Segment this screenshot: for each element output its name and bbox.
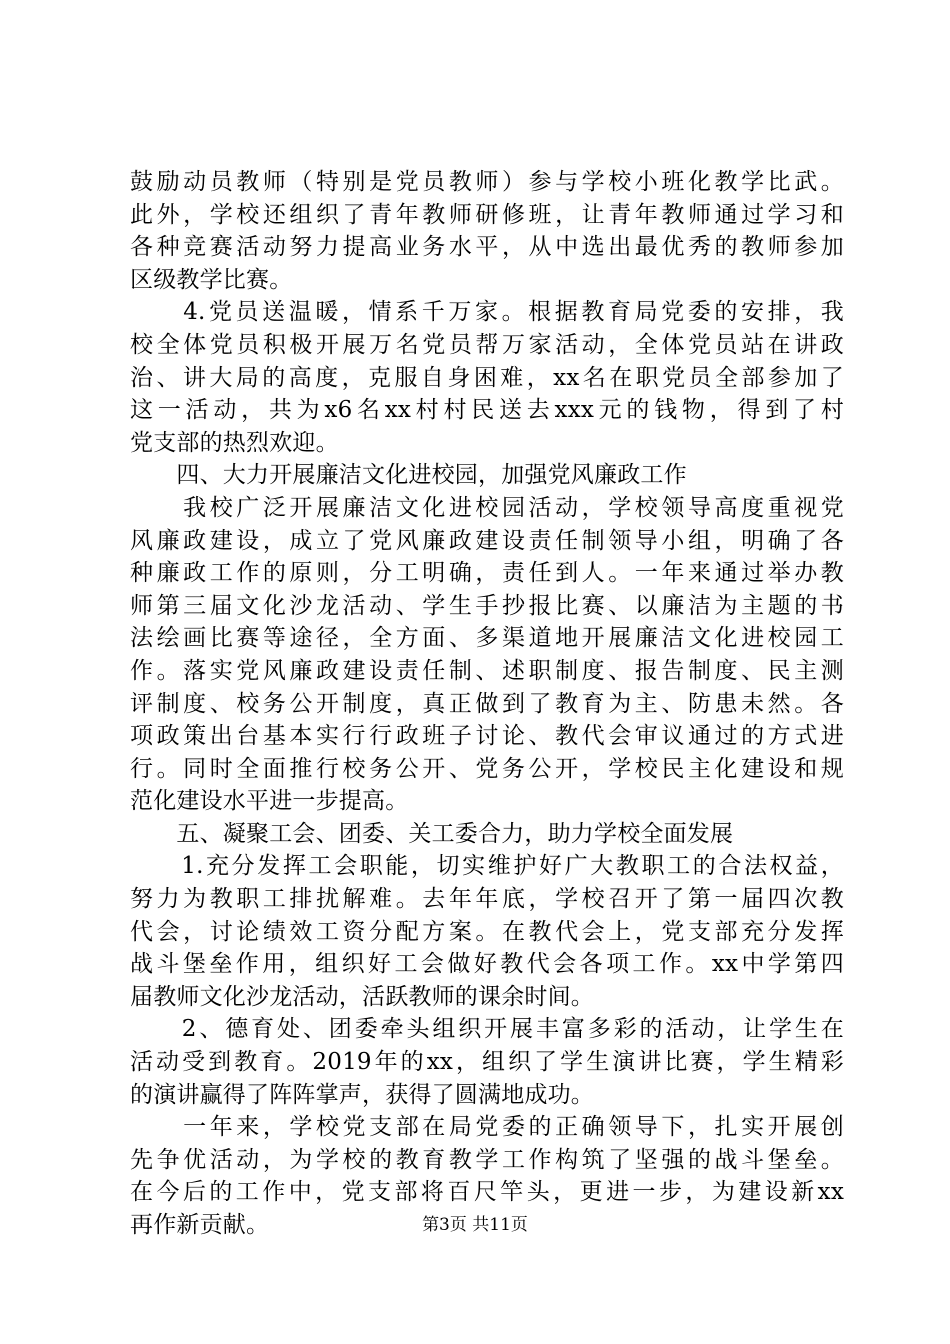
text-line: 鼓励动员教师（特别是党员教师）参与学校小班化教学比武。 bbox=[130, 169, 844, 195]
text-line: 这一活动，共为x6名xx村村民送去xxx元的钱物，得到了村 bbox=[130, 397, 844, 424]
text-line: 种廉政工作的原则，分工明确，责任到人。一年来通过举办教 bbox=[130, 560, 844, 587]
text-line: 法绘画比赛等途径，全方面、多渠道地开展廉洁文化进校园工 bbox=[130, 625, 844, 652]
text-line: 风廉政建设，成立了党风廉政建设责任制领导小组，明确了各 bbox=[130, 527, 844, 554]
document-body bbox=[130, 166, 844, 1242]
text-line: 再作新贡献。 bbox=[130, 1212, 270, 1238]
text-line: 范化建设水平进一步提高。 bbox=[130, 788, 409, 815]
text-line: 区级教学比赛。 bbox=[130, 266, 293, 293]
text-line: 先争优活动，为学校的教育教学工作构筑了坚强的战斗堡垒。 bbox=[130, 1146, 844, 1173]
text-line: 治、讲大局的高度，克服自身困难，xx名在职党员全部参加了 bbox=[130, 364, 844, 391]
text-line: 评制度、校务公开制度，真正做到了教育为主、防患未然。各 bbox=[130, 690, 844, 717]
text-line: 努力为教职工排扰解难。去年年底，学校召开了第一届四次教 bbox=[130, 886, 844, 913]
text-line: 行。同时全面推行校务公开、党务公开，学校民主化建设和规 bbox=[130, 755, 844, 782]
text-line: 1.充分发挥工会职能，切实维护好广大教职工的合法权益， bbox=[130, 853, 844, 880]
text-line: 代会，讨论绩效工资分配方案。在教代会上，党支部充分发挥 bbox=[130, 918, 844, 945]
text-line: 校全体党员积极开展万名党员帮万家活动，全体党员站在讲政 bbox=[130, 331, 844, 358]
text-line: 项政策出台基本实行行政班子讨论、教代会审议通过的方式进 bbox=[130, 723, 844, 750]
text-line: 此外，学校还组织了青年教师研修班，让青年教师通过学习和 bbox=[130, 201, 844, 228]
text-line: 届教师文化沙龙活动，活跃教师的课余时间。 bbox=[130, 983, 594, 1010]
text-line: 在今后的工作中，党支部将百尺竿头，更进一步，为建设新xx bbox=[130, 1179, 844, 1206]
text-line: 四、大力开展廉洁文化进校园，加强党风廉政工作 bbox=[130, 462, 687, 489]
text-line: 活动受到教育。2019年的xx，组织了学生演讲比赛，学生精彩 bbox=[130, 1049, 844, 1076]
page-number-footer: 第3页 共11页 bbox=[422, 1215, 528, 1235]
text-line: 各种竞赛活动努力提高业务水平，从中选出最优秀的教师参加 bbox=[130, 234, 844, 261]
text-line: 一年来，学校党支部在局党委的正确领导下，扎实开展创 bbox=[130, 1114, 844, 1141]
text-line: 的演讲赢得了阵阵掌声，获得了圆满地成功。 bbox=[130, 1081, 594, 1108]
text-line: 4.党员送温暖，情系千万家。根据教育局党委的安排，我 bbox=[130, 299, 844, 326]
text-line: 五、凝聚工会、团委、关工委合力，助力学校全面发展 bbox=[130, 820, 734, 847]
text-line: 党支部的热烈欢迎。 bbox=[130, 429, 339, 456]
text-line: 2、德育处、团委牵头组织开展丰富多彩的活动，让学生在 bbox=[130, 1016, 844, 1043]
text-line: 我校广泛开展廉洁文化进校园活动，学校领导高度重视党 bbox=[130, 494, 844, 521]
text-line: 师第三届文化沙龙活动、学生手抄报比赛、以廉洁为主题的书 bbox=[130, 592, 844, 619]
text-line: 作。落实党风廉政建设责任制、述职制度、报告制度、民主测 bbox=[130, 657, 844, 684]
text-line: 战斗堡垒作用，组织好工会做好教代会各项工作。xx中学第四 bbox=[130, 951, 844, 978]
